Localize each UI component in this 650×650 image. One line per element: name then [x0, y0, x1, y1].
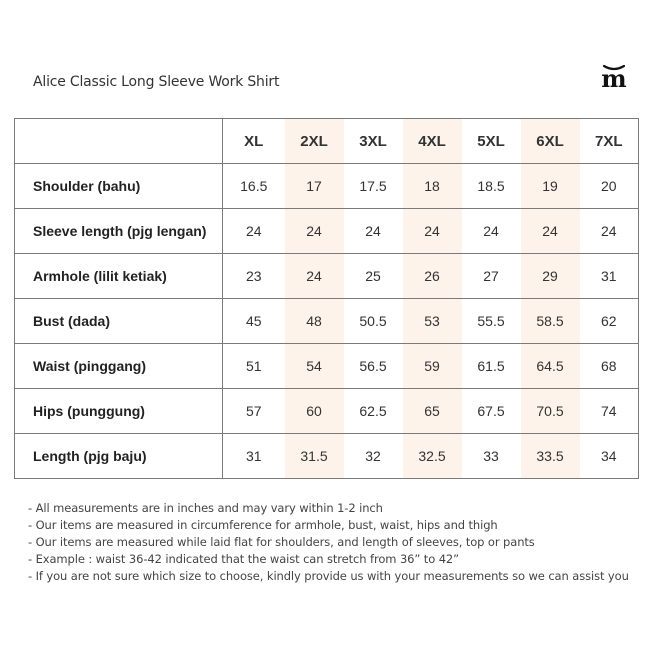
- measurement-value: 20: [580, 164, 639, 209]
- measurement-value: 53: [403, 299, 462, 344]
- measurement-value: 48: [285, 299, 344, 344]
- note-line: - All measurements are in inches and may vary within 1-2 inch: [28, 501, 383, 515]
- measurement-value: 27: [462, 254, 521, 299]
- measurement-label: Waist (pinggang): [15, 344, 223, 389]
- measurement-value: 61.5: [462, 344, 521, 389]
- table-row: [15, 434, 639, 479]
- note-line: - Example : waist 36-42 indicated that the waist can stretch from 36” to 42”: [28, 552, 459, 566]
- measurement-value: 62: [580, 299, 639, 344]
- size-header-cell: 6XL: [521, 119, 580, 164]
- measurement-value: 54: [285, 344, 344, 389]
- measurement-value: 24: [285, 209, 344, 254]
- measurement-value: 29: [521, 254, 580, 299]
- table-row: [15, 389, 639, 434]
- size-chart-table: [14, 118, 639, 479]
- measurement-value: 58.5: [521, 299, 580, 344]
- measurement-value: 59: [403, 344, 462, 389]
- measurement-value: 70.5: [521, 389, 580, 434]
- note-line: - Our items are measured in circumference for armhole, bust, waist, hips and thigh: [28, 518, 498, 532]
- measurement-value: 65: [403, 389, 462, 434]
- size-header-cell: 4XL: [403, 119, 462, 164]
- measurement-value: 45: [223, 299, 285, 344]
- measurement-value: 24: [223, 209, 285, 254]
- size-header-cell: 3XL: [344, 119, 403, 164]
- measurement-value: 74: [580, 389, 639, 434]
- measurement-value: 23: [223, 254, 285, 299]
- measurement-label: Shoulder (bahu): [15, 164, 223, 209]
- measurement-value: 57: [223, 389, 285, 434]
- measurement-label: Sleeve length (pjg lengan): [15, 209, 223, 254]
- page-title: Alice Classic Long Sleeve Work Shirt: [33, 74, 280, 90]
- measurement-value: 32.5: [403, 434, 462, 479]
- measurement-value: 24: [285, 254, 344, 299]
- corner-cell: [15, 119, 223, 164]
- table-row: [15, 164, 639, 209]
- measurement-value: 17: [285, 164, 344, 209]
- measurement-value: 31.5: [285, 434, 344, 479]
- measurement-value: 51: [223, 344, 285, 389]
- size-header-cell: 5XL: [462, 119, 521, 164]
- measurement-value: 17.5: [344, 164, 403, 209]
- note-line: - If you are not sure which size to choose, kindly provide us with your measurements so we can assist you: [28, 569, 629, 583]
- measurement-value: 31: [223, 434, 285, 479]
- measurement-value: 24: [403, 209, 462, 254]
- measurement-label: Hips (punggung): [15, 389, 223, 434]
- measurement-value: 33: [462, 434, 521, 479]
- size-header-cell: 2XL: [285, 119, 344, 164]
- measurement-value: 31: [580, 254, 639, 299]
- table-row: [15, 254, 639, 299]
- measurement-value: 33.5: [521, 434, 580, 479]
- measurement-value: 60: [285, 389, 344, 434]
- size-notes: [28, 500, 629, 585]
- measurement-value: 25: [344, 254, 403, 299]
- measurement-value: 26: [403, 254, 462, 299]
- measurement-value: 55.5: [462, 299, 521, 344]
- size-header-cell: XL: [223, 119, 285, 164]
- brand-logo-letter: m: [601, 64, 627, 90]
- note-line: - Our items are measured while laid flat for shoulders, and length of sleeves, top or pants: [28, 535, 535, 549]
- measurement-value: 68: [580, 344, 639, 389]
- size-header-row: [15, 119, 639, 164]
- measurement-value: 67.5: [462, 389, 521, 434]
- measurement-value: 19: [521, 164, 580, 209]
- measurement-label: Length (pjg baju): [15, 434, 223, 479]
- measurement-value: 18.5: [462, 164, 521, 209]
- measurement-value: 24: [580, 209, 639, 254]
- measurement-value: 64.5: [521, 344, 580, 389]
- measurement-value: 50.5: [344, 299, 403, 344]
- measurement-label: Bust (dada): [15, 299, 223, 344]
- measurement-value: 18: [403, 164, 462, 209]
- measurement-value: 32: [344, 434, 403, 479]
- table-row: [15, 299, 639, 344]
- size-header-cell: 7XL: [580, 119, 639, 164]
- measurement-value: 16.5: [223, 164, 285, 209]
- measurement-value: 24: [521, 209, 580, 254]
- measurement-value: 62.5: [344, 389, 403, 434]
- table-row: [15, 209, 639, 254]
- measurement-label: Armhole (lilit ketiak): [15, 254, 223, 299]
- measurement-value: 34: [580, 434, 639, 479]
- brand-logo: [597, 60, 631, 90]
- measurement-value: 24: [462, 209, 521, 254]
- measurement-value: 56.5: [344, 344, 403, 389]
- table-row: [15, 344, 639, 389]
- measurement-value: 24: [344, 209, 403, 254]
